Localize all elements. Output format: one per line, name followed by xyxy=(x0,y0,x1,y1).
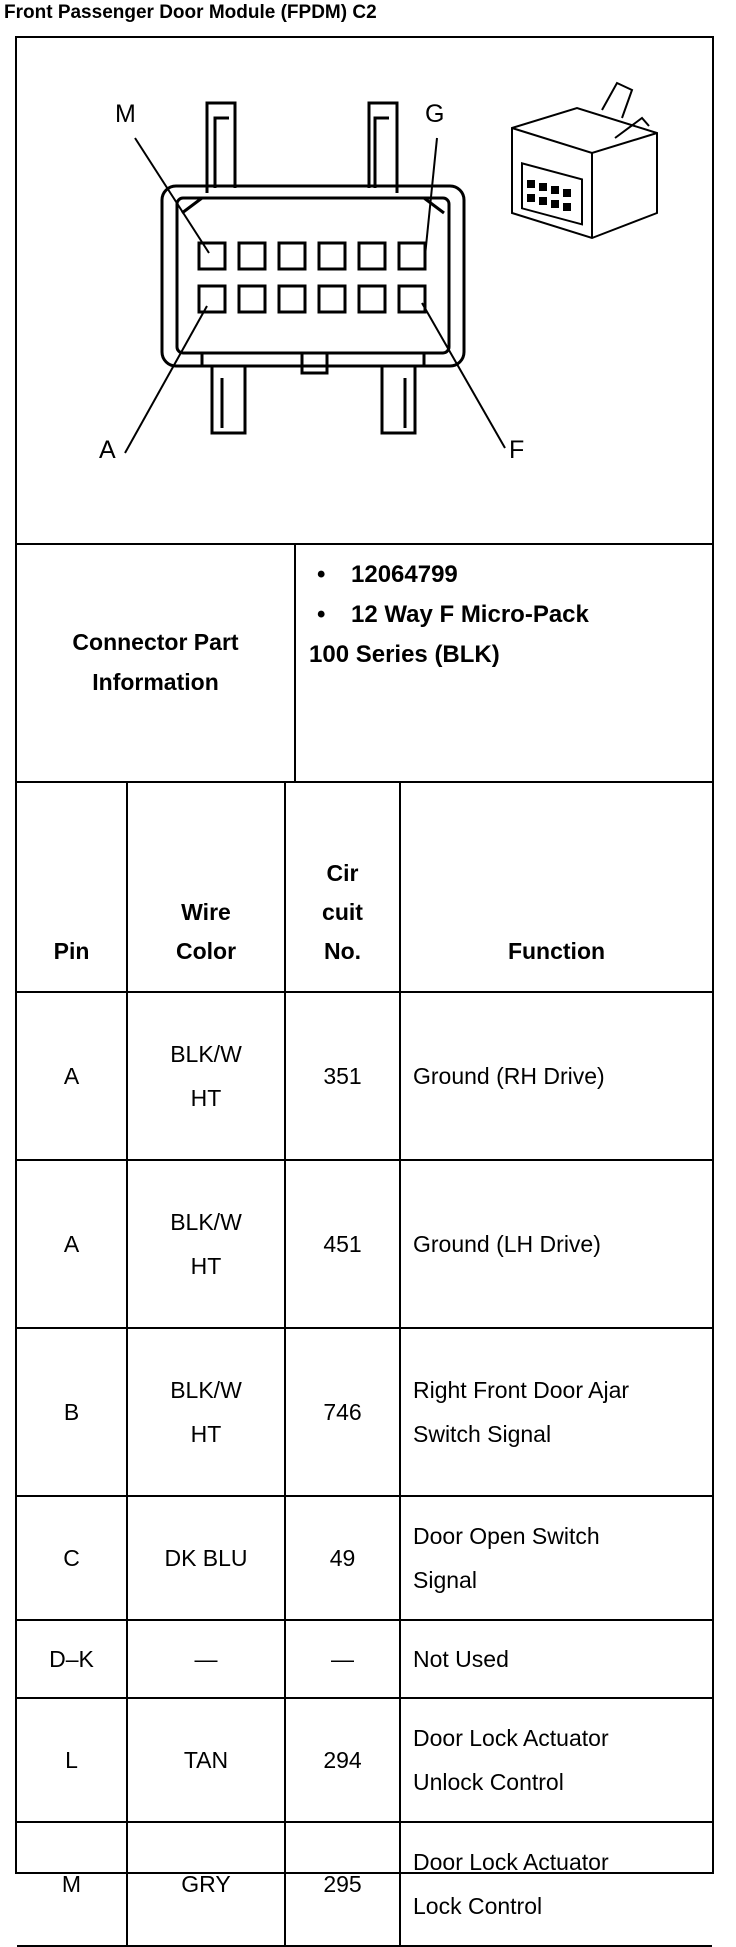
pin-label-f: F xyxy=(509,436,525,464)
cell-wire: BLK/W HT xyxy=(127,992,285,1160)
cell-circuit: 295 xyxy=(285,1822,400,1946)
cell-wire: — xyxy=(127,1620,285,1698)
pinout-table xyxy=(17,781,712,1947)
table-row xyxy=(17,1698,712,1822)
table-row xyxy=(17,1620,712,1698)
connector-diagram xyxy=(17,38,712,545)
table-row xyxy=(17,1822,712,1946)
cell-wire: DK BLU xyxy=(127,1496,285,1620)
table-row xyxy=(17,1496,712,1620)
cell-function: Door Lock Actuator Unlock Control xyxy=(400,1698,712,1822)
connector-sheet xyxy=(15,36,714,1919)
cell-circuit: 746 xyxy=(285,1328,400,1496)
cell-pin: B xyxy=(17,1328,127,1496)
pin-label-m: M xyxy=(115,100,136,128)
cell-function: Ground (RH Drive) xyxy=(400,992,712,1160)
cell-function: Ground (LH Drive) xyxy=(400,1160,712,1328)
cell-circuit: 451 xyxy=(285,1160,400,1328)
cell-function: Not Used xyxy=(400,1620,712,1698)
cell-wire: GRY xyxy=(127,1822,285,1946)
connector-info-list xyxy=(309,555,589,675)
table-row xyxy=(17,992,712,1160)
cell-wire: BLK/W HT xyxy=(127,1328,285,1496)
cell-circuit: — xyxy=(285,1620,400,1698)
cell-function: Door Open Switch Signal xyxy=(400,1496,712,1620)
table-header-row xyxy=(17,781,712,992)
info-item: • 12064799 xyxy=(317,561,458,588)
cell-pin: A xyxy=(17,1160,127,1328)
connector-info-label: Connector Part Information xyxy=(17,543,296,781)
cell-wire: TAN xyxy=(127,1698,285,1822)
cell-function: Door Lock Actuator Lock Control xyxy=(400,1822,712,1946)
header-wire-color: Wire Color xyxy=(127,781,285,992)
page-title: Front Passenger Door Module (FPDM) C2 xyxy=(4,2,377,23)
info-item: • 12 Way F Micro-Pack xyxy=(317,601,589,628)
cell-function: Right Front Door Ajar Switch Signal xyxy=(400,1328,712,1496)
connector-info xyxy=(17,543,712,783)
cell-pin: D–K xyxy=(17,1620,127,1698)
pin-label-g: G xyxy=(425,100,445,128)
header-pin: Pin xyxy=(17,781,127,992)
cell-pin: C xyxy=(17,1496,127,1620)
table-row xyxy=(17,1160,712,1328)
cell-pin: L xyxy=(17,1698,127,1822)
header-function: Function xyxy=(400,781,712,992)
cell-circuit: 351 xyxy=(285,992,400,1160)
cell-wire: BLK/W HT xyxy=(127,1160,285,1328)
info-item: 100 Series (BLK) xyxy=(309,641,500,668)
cell-pin: M xyxy=(17,1822,127,1946)
header-circuit: Cir cuit No. xyxy=(285,781,400,992)
table-row xyxy=(17,1328,712,1496)
cell-circuit: 49 xyxy=(285,1496,400,1620)
cell-circuit: 294 xyxy=(285,1698,400,1822)
pin-label-a: A xyxy=(99,436,116,464)
cell-pin: A xyxy=(17,992,127,1160)
